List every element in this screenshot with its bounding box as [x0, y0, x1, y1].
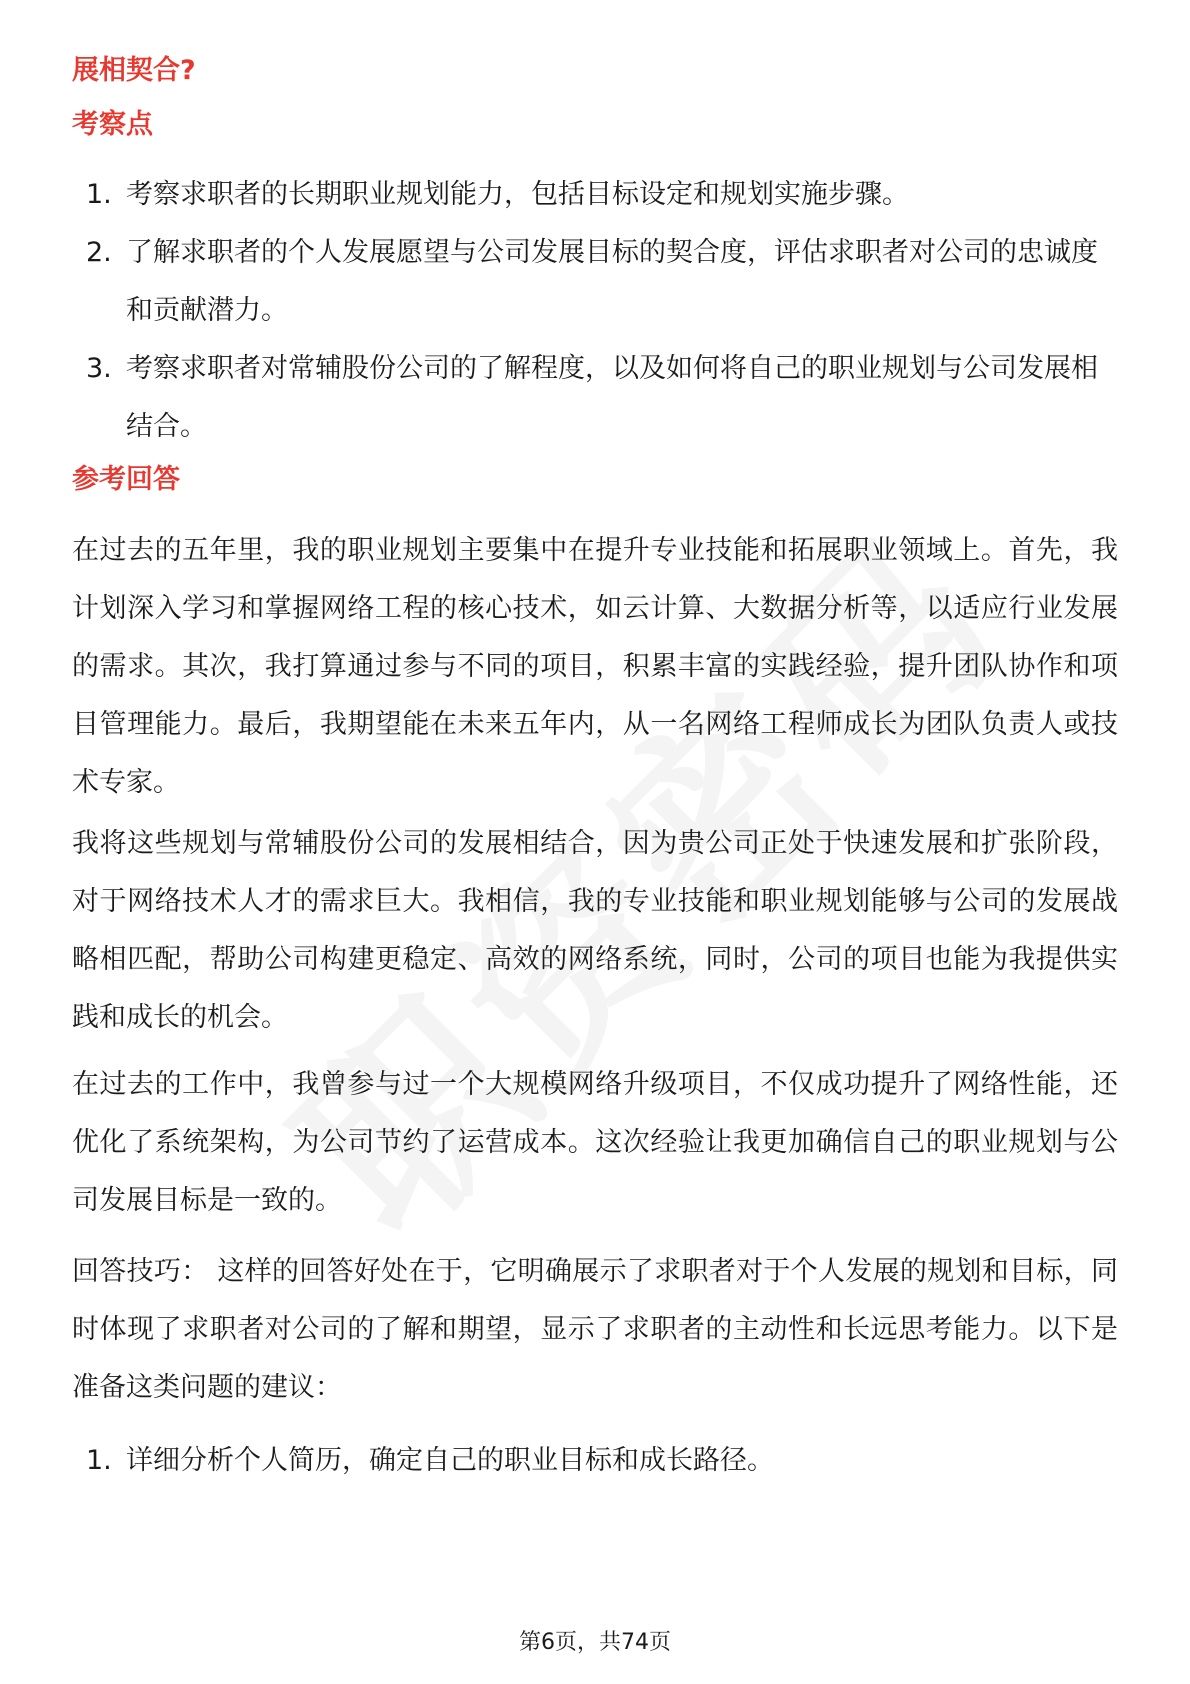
list-item-text: 考察求职者的长期职业规划能力，包括目标设定和规划实施步骤。 [126, 179, 909, 210]
list-item [72, 1432, 1118, 1490]
list-item [72, 224, 1118, 340]
list-item-text: 考察求职者对常辅股份公司的了解程度，以及如何将自己的职业规划与公司发展相结合。 [126, 353, 1098, 442]
answer-paragraph: 我将这些规划与常辅股份公司的发展相结合，因为贵公司正处于快速发展和扩张阶段，对于网络技术人才的需求巨大。我相信，我的专业技能和职业规划能够与公司的发展战略相匹配，帮助公司构建更稳定、高效的网络系统，同时，公司的项目也能为我提供实践和成长的机会。 [72, 828, 1118, 1033]
list-item-number: 3. [86, 353, 112, 384]
answer-tips-paragraph: 回答技巧： 这样的回答好处在于，它明确展示了求职者对于个人发展的规划和目标，同时体现了求职者对公司的了解和期望，显示了求职者的主动性和长远思考能力。以下是准备这类问题的建议： [72, 1256, 1118, 1403]
question-tail-heading: 展相契合? [72, 55, 196, 86]
list-item [72, 166, 1118, 224]
answer-paragraph: 在过去的五年里，我的职业规划主要集中在提升专业技能和拓展职业领域上。首先，我计划深入学习和掌握网络工程的核心技术，如云计算、大数据分析等，以适应行业发展的需求。其次，我打算通过参与不同的项目，积累丰富的实践经验，提升团队协作和项目管理能力。最后，我期望能在未来五年内，从一名网络工程师成长为团队负责人或技术专家。 [72, 535, 1118, 798]
tips-list [72, 1432, 1118, 1490]
answer-paragraph: 在过去的工作中，我曾参与过一个大规模网络升级项目，不仅成功提升了网络性能，还优化了系统架构，为公司节约了运营成本。这次经验让我更加确信自己的职业规划与公司发展目标是一致的。 [72, 1069, 1118, 1216]
page-footer: 第6页，共74页 [519, 1630, 671, 1655]
list-item-text: 了解求职者的个人发展愿望与公司发展目标的契合度，评估求职者对公司的忠诚度和贡献潜力。 [126, 237, 1098, 326]
list-item-number: 2. [86, 237, 112, 268]
list-item [72, 340, 1118, 456]
list-item-number: 1. [86, 1445, 112, 1476]
points-list [72, 166, 1118, 456]
list-item-text: 详细分析个人简历，确定自己的职业目标和成长路径。 [126, 1445, 774, 1476]
list-item-number: 1. [86, 179, 112, 210]
section-points-title: 考察点 [72, 109, 153, 140]
section-answer-title: 参考回答 [72, 464, 180, 495]
